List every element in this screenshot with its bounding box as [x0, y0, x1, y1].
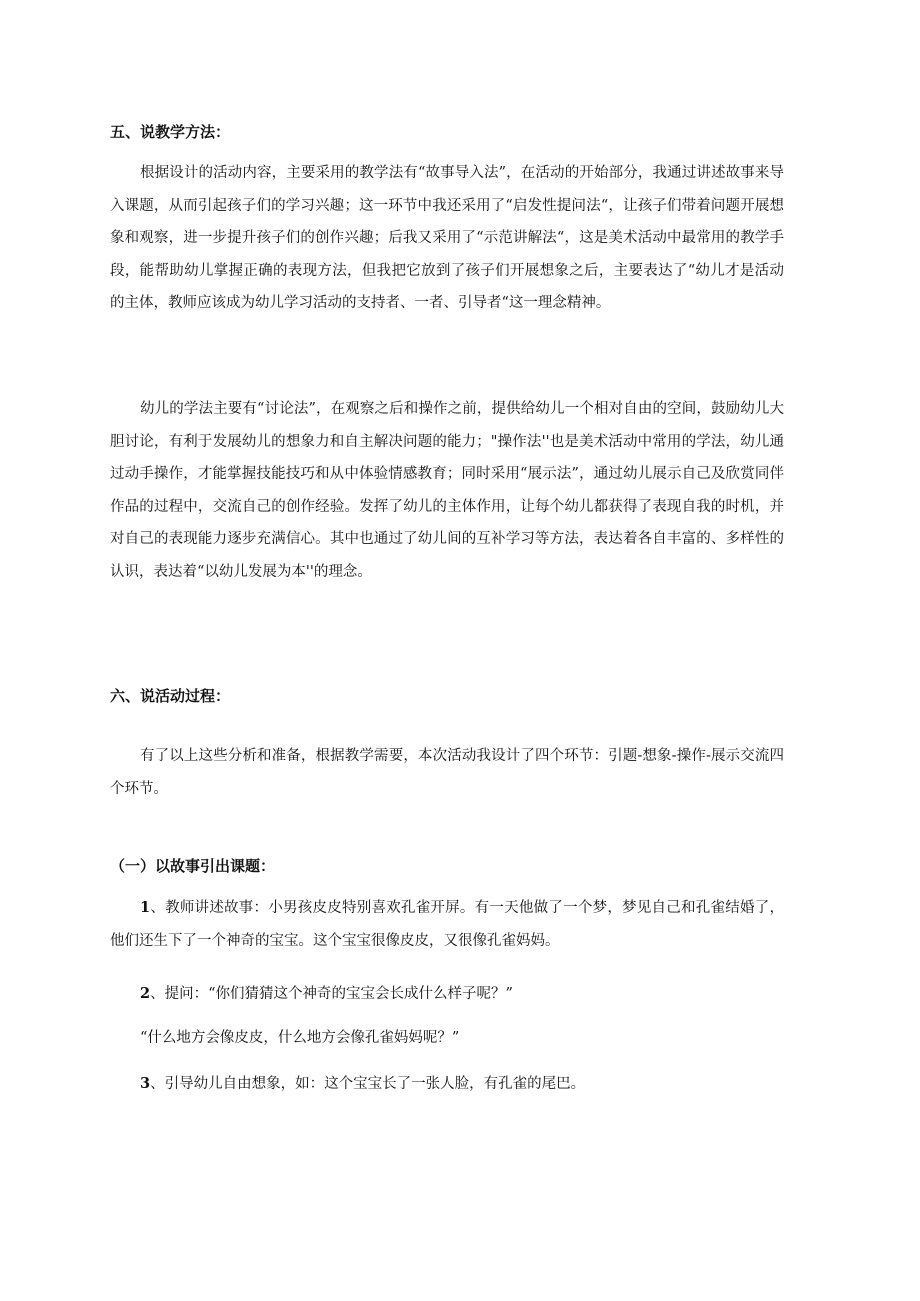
- paragraph-activity-overview: 有了以上这些分析和准备，根据教学需要，本次活动我设计了四个环节：引题-想象-操作-展示交流四个环节。: [110, 748, 784, 797]
- question-continuation: “什么地方会像皮皮，什么地方会像孔雀妈妈呢？”: [140, 1030, 460, 1046]
- list-item-story: [110, 892, 784, 957]
- section-heading-activity-process: 六、说活动过程：: [110, 687, 231, 705]
- list-item-number: 1: [140, 899, 151, 916]
- list-item-text: 、引导幼儿自由想象，如：这个宝宝长了一张人脸，有孔雀的尾巴。: [150, 1076, 586, 1092]
- section-heading-teaching-methods: 五、说教学方法：: [110, 123, 231, 141]
- paragraph-learning-methods: 幼儿的学法主要有“讨论法”，在观察之后和操作之前，提供给幼儿一个相对自由的空间，鼓励幼儿大胆讨论，有利于发展幼儿的想象力和自主解决问题的能力；"操作法''也是美术活动中常用的学法，幼儿通过动手操作，才能掌握技能技巧和从中体验情感教育；同时采用“展示法”，通过幼儿展示自己及欣赏同伴作品的过程中，交流自己的创作经验。发挥了幼儿的主体作用，让每个幼儿都获得了表现自我的时机，并对自己的表现能力逐步充满信心。其中也通过了幼儿间的互补学习等方法，表达着各自丰富的、多样性的认识，表达着“以幼儿发展为本''的理念。: [110, 401, 784, 580]
- paragraph-teaching-methods: 根据设计的活动内容，主要采用的教学法有“故事导入法”，在活动的开始部分，我通过讲述故事来导入课题，从而引起孩子们的学习兴趣；这一环节中我还采用了“启发性提问法“，让孩子们带着问题开展想象和观察，进一步提升孩子们的创作兴趣；后我又采用了“示范讲解法“，这是美术活动中最常用的教学手段，能帮助幼儿掌握正确的表现方法，但我把它放到了孩子们开展想象之后，主要表达了“幼儿才是活动的主体，教师应该成为幼儿学习活动的支持者、一者、引导者“这一理念精神。: [110, 165, 784, 312]
- list-item-number: 2: [140, 985, 151, 1002]
- list-item-text: 、提问：“你们猜猜这个神奇的宝宝会长成什么样子呢？”: [150, 986, 513, 1002]
- list-item-question: [140, 984, 513, 1004]
- subsection-heading-story-intro: （一）以故事引出课题：: [110, 857, 276, 875]
- list-item-number: 3: [140, 1075, 151, 1092]
- list-item-imagination: [140, 1074, 585, 1094]
- list-item-text: 、教师讲述故事：小男孩皮皮特别喜欢孔雀开屏。有一天他做了一个梦，梦见自己和孔雀结婚了，他们还生下了一个神奇的宝宝。这个宝宝很像皮皮，又很像孔雀妈妈。: [110, 900, 784, 949]
